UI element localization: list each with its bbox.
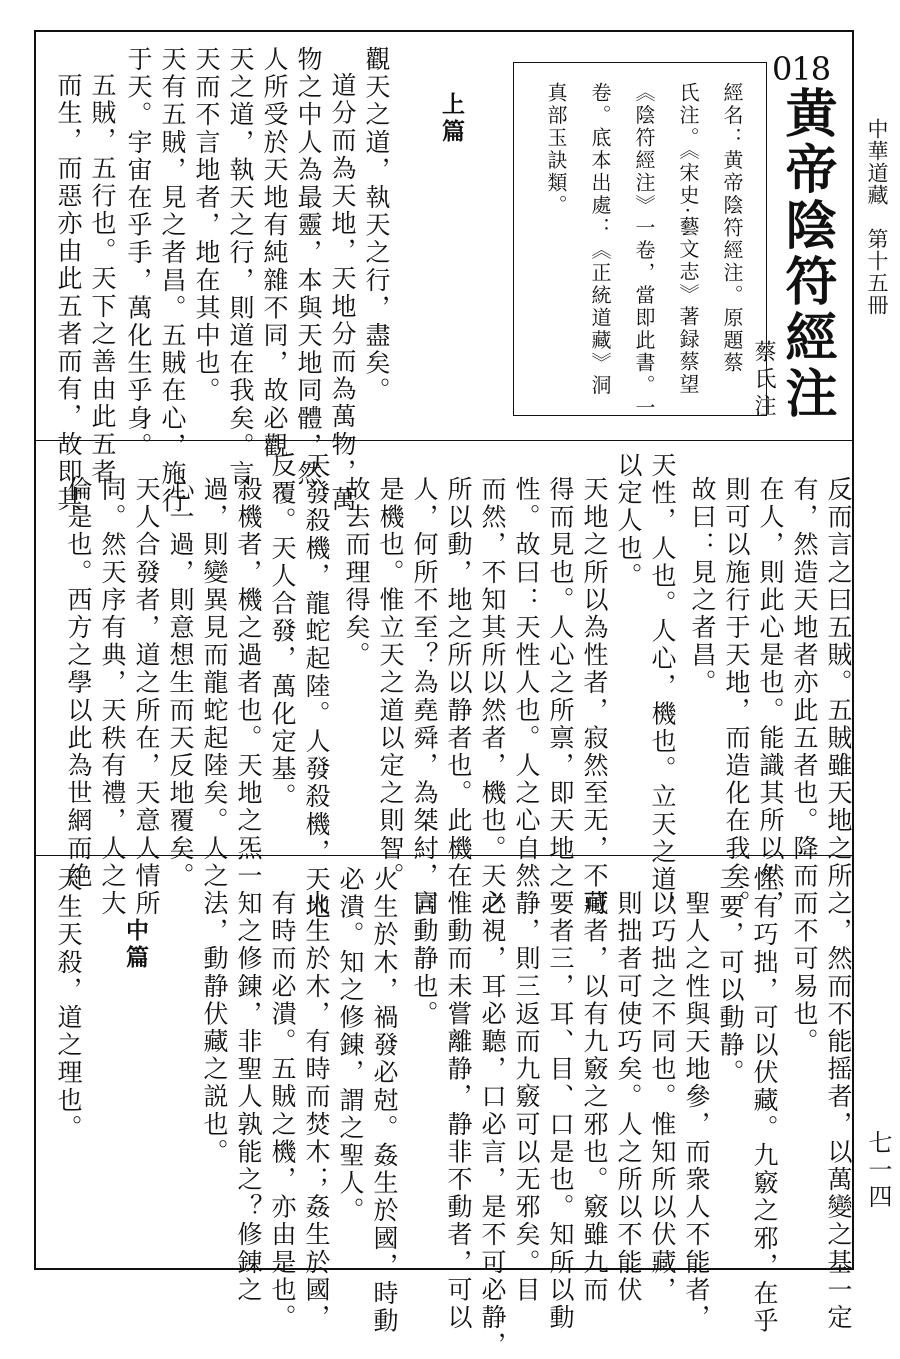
text-column: 故曰：見之者昌。 <box>688 476 717 697</box>
text-column: 反而言之曰五賊。五賊雖天地之所 <box>824 476 853 890</box>
text-column: 以定人也。 <box>614 452 643 590</box>
text-column: 所以動，地之所以静者也。此機在 <box>444 476 473 890</box>
text-column: 心一過，則意想生而天反地覆矣。 <box>166 476 195 890</box>
text-column: 人所受於天地有純雜不同，故必觀 <box>260 46 289 460</box>
text-column: 過，則變異見而龍蛇起陸矣。人之 <box>200 476 229 890</box>
text-column: 藏者，以有九竅之邪也。竅雖九而 <box>580 890 609 1304</box>
text-column: 五賊，五行也。天下之善由此五者 <box>88 72 117 486</box>
volume-label: 第十五冊 <box>865 228 889 316</box>
page-title: 黄帝陰符經注 <box>776 86 837 422</box>
text-column: 殺機者，機之過者也。天地之炁一 <box>234 476 263 890</box>
text-column: 而生，而惡亦由此五者而有，故即其 <box>54 72 83 514</box>
text-column: 天人合發者，道之所在，天意人情所 <box>132 476 161 918</box>
text-column: 火生於木，有時而焚木；姦生於國， <box>302 890 331 1332</box>
text-column: 觀天之道，執天之行，盡矣。 <box>362 46 391 405</box>
text-column: 知之修錬，非聖人孰能之？修錬之 <box>234 890 263 1304</box>
note-line: 卷。底本出處：《正統道藏》洞 <box>588 82 612 397</box>
text-column: 之，然而不能摇者，以萬變之基一定 <box>824 890 853 1332</box>
text-column: 則可以施行于天地，而造化在我矣。 <box>722 476 751 918</box>
author-label: 蔡氏注 <box>751 340 776 421</box>
text-column: 同。然天序有典，天秩有禮，人之大 <box>98 476 127 918</box>
text-column: 火生於木，禍發必尅。姦生於國，時動 <box>370 866 399 1336</box>
text-column: 聖人之性與天地參，而衆人不能者， <box>682 890 711 1332</box>
collection-title: 中華道藏 <box>865 118 889 206</box>
text-column: 言動静也。 <box>410 890 439 1028</box>
text-column: 人，何所不至？為堯舜，為桀紂，同 <box>410 476 439 918</box>
text-column: 天地之所以為性者，寂然至无，不可 <box>580 476 609 918</box>
text-number: 018 <box>772 50 831 88</box>
text-column: 天有五賊，見之者昌。五賊在心，施行 <box>158 46 187 516</box>
text-column: 有時而必潰。五賊之機，亦由是也。 <box>268 890 297 1332</box>
section-heading-upper: 上篇 <box>438 92 465 146</box>
text-column: 法，動静伏藏之説也。 <box>200 890 229 1166</box>
text-column: 物之中人為最靈，本與天地同體，然 <box>294 46 323 488</box>
text-column: 天發殺機，龍蛇起陸。人發殺機，天地 <box>302 452 331 922</box>
text-column: 反覆。天人合發，萬化定基。 <box>268 452 297 811</box>
text-column: 三要，可以動静。 <box>716 866 745 1087</box>
note-line: 經名：黄帝陰符經注。原題蔡 <box>720 82 744 375</box>
text-column: 性有巧拙，可以伏藏。九竅之邪，在乎 <box>750 866 779 1336</box>
text-column: 静，則三返而九竅可以无邪矣。目 <box>512 890 541 1304</box>
page-number: 七一四 <box>864 1130 892 1211</box>
text-column: 有，然造天地者亦此五者也。降而 <box>790 476 819 890</box>
text-column: 性。故曰：天性人也。人之心自然 <box>512 476 541 890</box>
note-line: 氏注。《宋史·藝文志》著録蔡望 <box>676 82 700 396</box>
text-column: 惟動而未嘗離静，静非不動者，可以 <box>444 890 473 1332</box>
text-column: 得而見也。人心之所禀，即天地之 <box>546 476 575 890</box>
text-column: 天性，人也。人心，機也。立天之道， <box>648 452 677 922</box>
text-column: 而不可易也。 <box>790 890 819 1056</box>
text-column: 天之道，執天之行，則道在我矣。言 <box>226 46 255 488</box>
note-line: 真部玉訣類。 <box>544 82 568 217</box>
text-column: 而然，不知其所以然者，機也。天之 <box>478 476 507 918</box>
note-line: 《陰符經注》一卷，當即此書。一 <box>632 82 656 420</box>
text-column: 于天。宇宙在乎手，萬化生乎身。 <box>124 46 153 460</box>
section-heading-middle: 中篇 <box>122 918 149 972</box>
text-column: 以巧拙之不同也。惟知所以伏藏， <box>648 890 677 1304</box>
text-column: 道分而為天地，天地分而為萬物，萬 <box>328 72 357 514</box>
text-column: 必視，耳必聽，口必言，是不可必静， <box>478 890 507 1359</box>
text-column: 在人，則此心是也。能識其所以然， <box>756 476 785 918</box>
text-column: 倫是也。西方之學以此為世網而絶 <box>64 476 93 890</box>
text-column: 要者三，耳、目、口是也。知所以動 <box>546 890 575 1332</box>
text-column: 必潰。知之修錬，謂之聖人。 <box>336 866 365 1225</box>
text-column: 是機也。惟立天之道以定之則智。 <box>376 476 405 890</box>
text-column: 故去而理得矣。 <box>342 476 371 670</box>
text-column: 天生天殺，道之理也。 <box>54 866 83 1142</box>
text-column: 天而不言地者，地在其中也。 <box>192 46 221 405</box>
text-column: 則拙者可使巧矣。人之所以不能伏 <box>614 890 643 1304</box>
